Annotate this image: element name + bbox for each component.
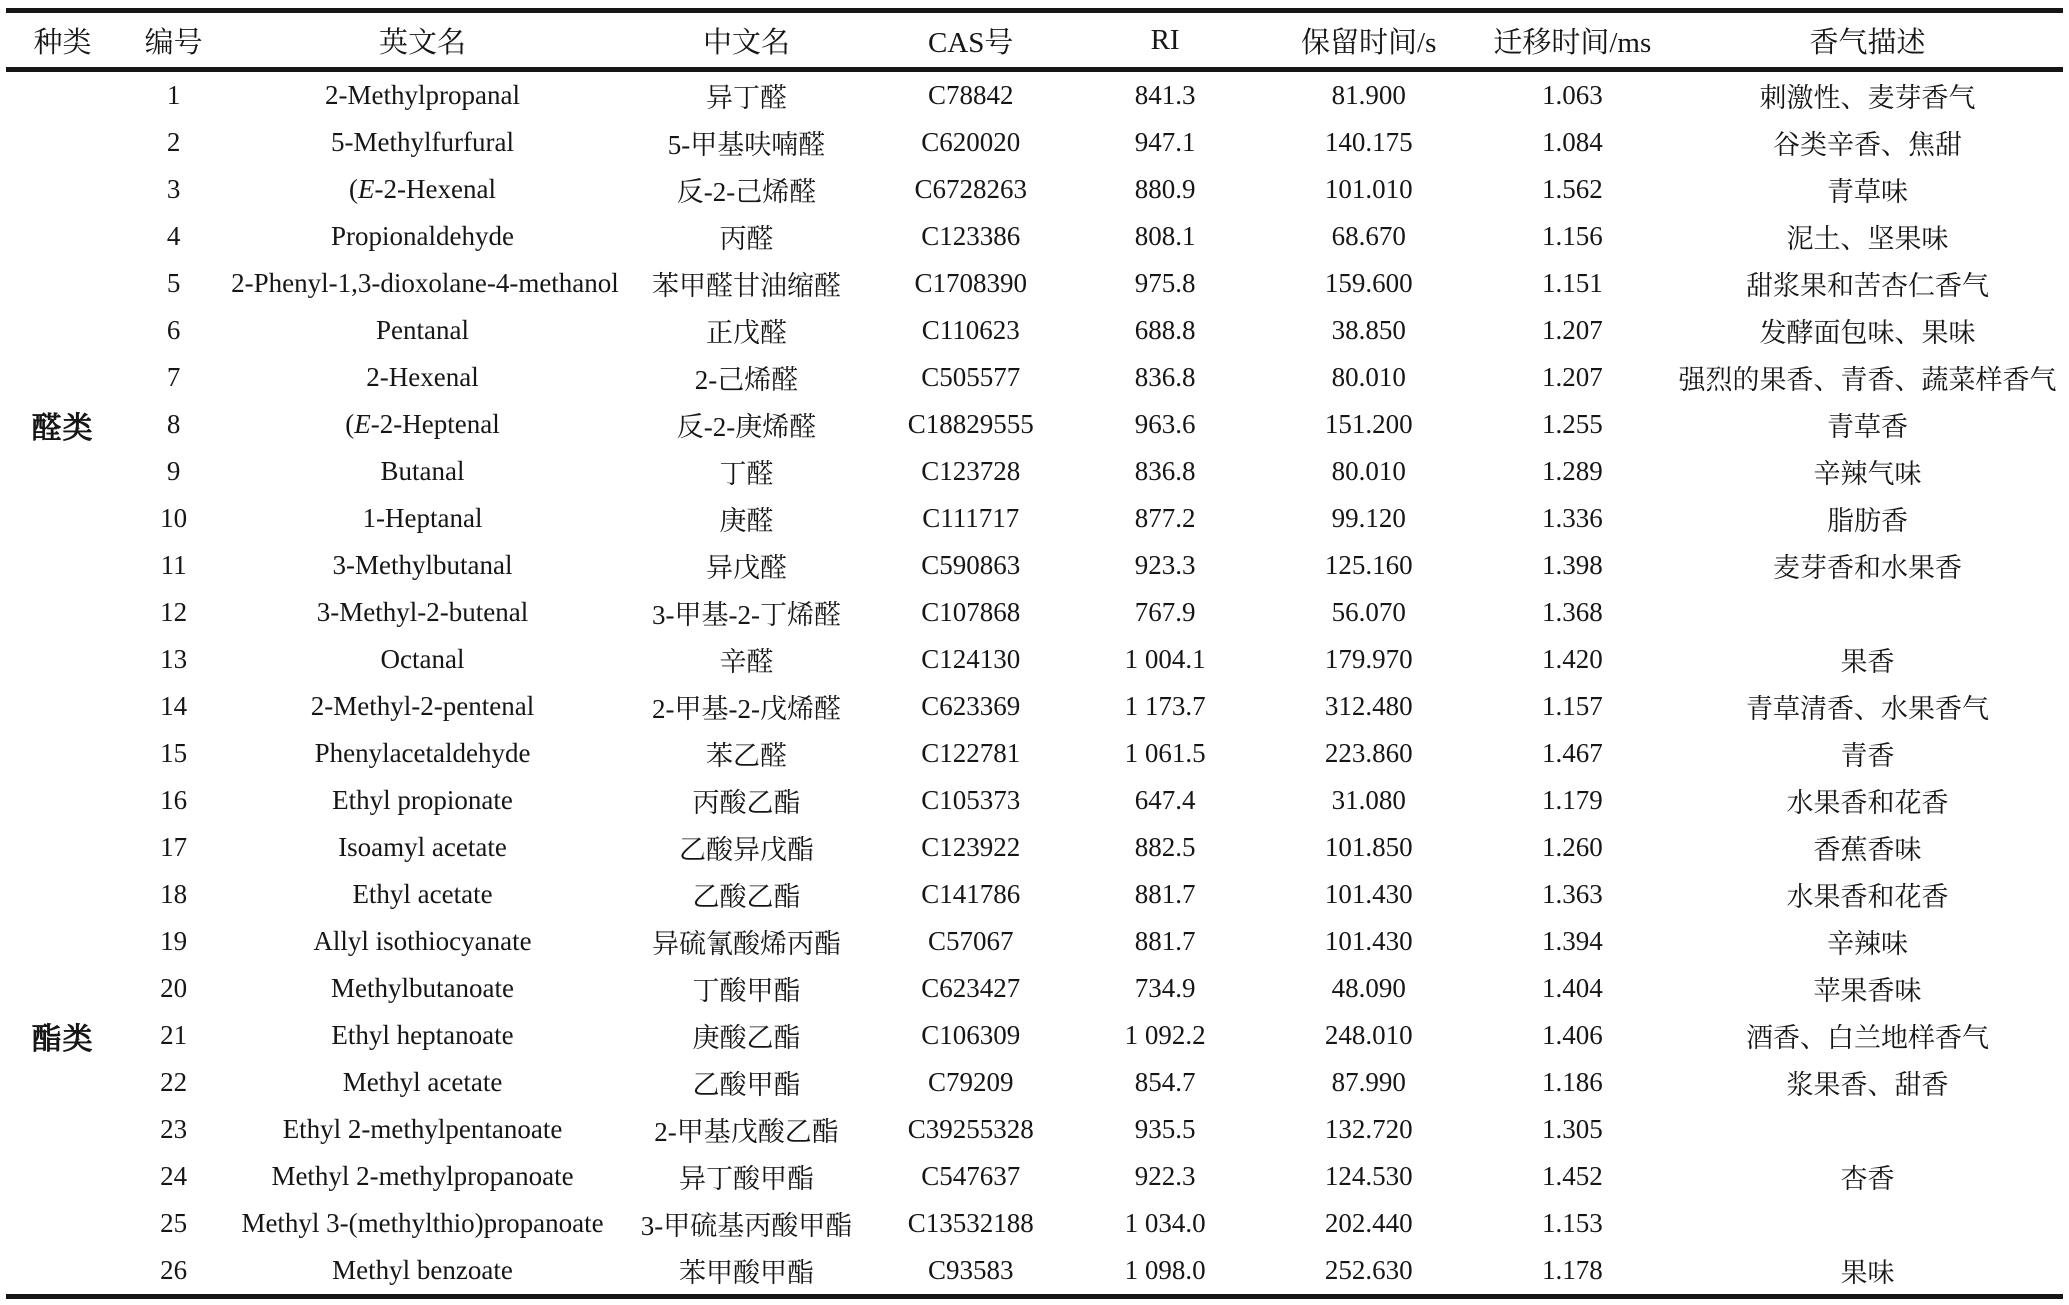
cell-dt: 1.179 <box>1541 785 1603 815</box>
cell-dt: 1.151 <box>1541 268 1603 298</box>
cell-cas: C141786 <box>921 879 1021 909</box>
cell-rt: 140.175 <box>1324 127 1413 157</box>
cell-cas: C57067 <box>927 926 1014 956</box>
cell-no: 20 <box>160 973 188 1003</box>
cell-cn: 苯乙醛 <box>705 741 787 771</box>
cell-dt: 1.260 <box>1541 832 1603 862</box>
table-row <box>6 730 2063 777</box>
cell-cn: 乙酸异戊酯 <box>678 835 814 865</box>
cell-aroma: 香蕉香味 <box>1813 835 1922 865</box>
cell-cn: 3-甲硫基丙酸甲酯 <box>640 1211 853 1241</box>
cell-cas: C123922 <box>921 832 1021 862</box>
header-rt: 保留时间/s <box>1265 11 1473 70</box>
cell-en: 1-Heptanal <box>362 503 483 533</box>
cell-aroma: 刺激性、麦芽香气 <box>1759 83 1976 113</box>
category-cell: 酯类 <box>31 1022 94 1056</box>
cell-dt: 1.406 <box>1541 1020 1603 1050</box>
cell-rt: 68.670 <box>1331 221 1406 251</box>
cell-cas: C105373 <box>921 785 1021 815</box>
cell-rt: 159.600 <box>1324 268 1413 298</box>
cell-dt: 1.305 <box>1541 1114 1603 1144</box>
cell-cas: C18829555 <box>907 409 1034 439</box>
cell-ri: 947.1 <box>1134 127 1196 157</box>
cell-ri: 836.8 <box>1134 456 1196 486</box>
cell-dt: 1.255 <box>1541 409 1603 439</box>
cell-rt: 124.530 <box>1324 1161 1413 1191</box>
cell-no: 10 <box>160 503 188 533</box>
table-row <box>6 354 2063 401</box>
cell-cn: 苯甲酸甲酯 <box>678 1258 814 1288</box>
cell-cn: 乙酸乙酯 <box>692 882 801 912</box>
cell-rt: 101.430 <box>1324 926 1413 956</box>
cell-cas: C547637 <box>921 1161 1021 1191</box>
cell-aroma: 水果香和花香 <box>1786 882 1949 912</box>
cell-aroma: 辛辣气味 <box>1813 459 1922 489</box>
cell-en: 2-Hexenal <box>366 362 479 392</box>
cell-aroma: 青草香 <box>1827 412 1909 442</box>
cell-no: 19 <box>160 926 188 956</box>
cell-cas: C107868 <box>921 597 1021 627</box>
cell-cas: C1708390 <box>914 268 1027 298</box>
cell-en: Phenylacetaldehyde <box>314 738 531 768</box>
cell-en: (E-2-Hexenal <box>349 174 496 204</box>
cell-aroma: 发酵面包味、果味 <box>1759 318 1976 348</box>
cell-cn: 异丁酸甲酯 <box>678 1164 814 1194</box>
cell-en: Ethyl propionate <box>332 785 513 815</box>
cell-en: Isoamyl acetate <box>338 832 507 862</box>
cell-dt: 1.420 <box>1541 644 1603 674</box>
cell-dt: 1.398 <box>1541 550 1603 580</box>
header-en: 英文名 <box>228 11 617 70</box>
cell-no: 8 <box>166 409 181 439</box>
cell-dt: 1.336 <box>1541 503 1603 533</box>
table-row <box>6 119 2063 166</box>
header-cn: 中文名 <box>617 11 876 70</box>
cell-no: 18 <box>160 879 188 909</box>
cell-ri: 935.5 <box>1134 1114 1196 1144</box>
cell-cas: C79209 <box>927 1067 1014 1097</box>
cell-cn: 异丁醛 <box>705 83 787 113</box>
cell-aroma <box>1672 1200 2063 1247</box>
cell-rt: 99.120 <box>1331 503 1406 533</box>
table-row <box>6 542 2063 589</box>
cell-dt: 1.404 <box>1541 973 1603 1003</box>
cell-cn: 丙酸乙酯 <box>692 788 801 818</box>
table-row <box>6 1247 2063 1297</box>
cell-dt: 1.084 <box>1541 127 1603 157</box>
cell-rt: 87.990 <box>1331 1067 1406 1097</box>
cell-no: 16 <box>160 785 188 815</box>
table-row <box>6 448 2063 495</box>
cell-ri: 808.1 <box>1134 221 1196 251</box>
cell-rt: 125.160 <box>1324 550 1413 580</box>
cell-rt: 101.850 <box>1324 832 1413 862</box>
cell-no: 6 <box>166 315 181 345</box>
cell-aroma <box>1672 1106 2063 1153</box>
cell-en: Allyl isothiocyanate <box>313 926 532 956</box>
cell-ri: 1 098.0 <box>1124 1255 1206 1285</box>
cell-en: Ethyl acetate <box>352 879 493 909</box>
cell-en: Methyl acetate <box>342 1067 503 1097</box>
cell-en: 2-Methylpropanal <box>325 80 520 110</box>
cell-no: 14 <box>160 691 188 721</box>
cell-en: Methyl 3-(methylthio)propanoate <box>241 1208 604 1238</box>
cell-no: 13 <box>160 644 188 674</box>
cell-no: 17 <box>160 832 188 862</box>
cell-aroma: 甜浆果和苦杏仁香气 <box>1746 271 1990 301</box>
cell-no: 23 <box>160 1114 188 1144</box>
cell-cas: C123728 <box>921 456 1021 486</box>
cell-cn: 正戊醛 <box>705 318 787 348</box>
compound-table <box>6 8 2063 1299</box>
cell-aroma: 青草味 <box>1827 177 1909 207</box>
cell-rt: 202.440 <box>1324 1208 1413 1238</box>
cell-cas: C623427 <box>921 973 1021 1003</box>
cell-cas: C590863 <box>921 550 1021 580</box>
cell-en: (E-2-Heptenal <box>345 409 500 439</box>
table-row <box>6 871 2063 918</box>
header-category: 种类 <box>6 11 119 70</box>
cell-en: Butanal <box>380 456 465 486</box>
header-row <box>6 11 2063 70</box>
cell-no: 24 <box>160 1161 188 1191</box>
table-row <box>6 777 2063 824</box>
cell-aroma: 杏香 <box>1840 1164 1895 1194</box>
table-row <box>6 1106 2063 1153</box>
cell-dt: 1.562 <box>1541 174 1603 204</box>
cell-aroma: 果味 <box>1840 1258 1895 1288</box>
cell-no: 21 <box>160 1020 188 1050</box>
cell-aroma: 苹果香味 <box>1813 976 1922 1006</box>
cell-cas: C78842 <box>927 80 1014 110</box>
cell-cn: 2-甲基戊酸乙酯 <box>654 1117 839 1147</box>
cell-en: 2-Phenyl-1,3-dioxolane-4-methanol <box>231 268 619 298</box>
cell-no: 11 <box>160 550 187 580</box>
cell-rt: 80.010 <box>1331 362 1406 392</box>
cell-no: 12 <box>160 597 188 627</box>
cell-dt: 1.289 <box>1541 456 1603 486</box>
cell-ri: 841.3 <box>1134 80 1196 110</box>
cell-en: 5-Methylfurfural <box>331 127 514 157</box>
cell-aroma: 青香 <box>1840 741 1895 771</box>
cell-cn: 庚酸乙酯 <box>692 1023 801 1053</box>
cell-dt: 1.063 <box>1541 80 1603 110</box>
table-row <box>6 1200 2063 1247</box>
cell-cn: 庚醛 <box>719 506 774 536</box>
category-cell: 醛类 <box>31 411 94 445</box>
cell-cas: C93583 <box>927 1255 1014 1285</box>
cell-dt: 1.363 <box>1541 879 1603 909</box>
table-row <box>6 166 2063 213</box>
cell-rt: 80.010 <box>1331 456 1406 486</box>
cell-dt: 1.207 <box>1541 362 1603 392</box>
table-row <box>6 683 2063 730</box>
cell-no: 1 <box>166 80 181 110</box>
cell-rt: 132.720 <box>1324 1114 1413 1144</box>
cell-ri: 734.9 <box>1134 973 1196 1003</box>
cell-cas: C6728263 <box>914 174 1027 204</box>
header-no: 编号 <box>119 11 228 70</box>
cell-aroma: 泥土、坚果味 <box>1786 224 1949 254</box>
cell-rt: 312.480 <box>1324 691 1413 721</box>
cell-rt: 38.850 <box>1331 315 1406 345</box>
cell-cas: C13532188 <box>907 1208 1034 1238</box>
cell-cn: 丁醛 <box>719 459 774 489</box>
cell-cas: C623369 <box>921 691 1021 721</box>
cell-cn: 异戊醛 <box>705 553 787 583</box>
cell-rt: 179.970 <box>1324 644 1413 674</box>
cell-dt: 1.178 <box>1541 1255 1603 1285</box>
cell-cas: C110623 <box>921 315 1020 345</box>
cell-cn: 丙醛 <box>719 224 774 254</box>
cell-ri: 1 034.0 <box>1124 1208 1206 1238</box>
cell-rt: 48.090 <box>1331 973 1406 1003</box>
cell-no: 26 <box>160 1255 188 1285</box>
table-row <box>6 918 2063 965</box>
table-row <box>6 1012 2063 1059</box>
cell-rt: 31.080 <box>1331 785 1406 815</box>
cell-ri: 1 061.5 <box>1124 738 1206 768</box>
cell-no: 7 <box>166 362 181 392</box>
cell-dt: 1.186 <box>1541 1067 1603 1097</box>
cell-cn: 乙酸甲酯 <box>692 1070 801 1100</box>
table-row <box>6 824 2063 871</box>
cell-en: Methyl 2-methylpropanoate <box>271 1161 574 1191</box>
cell-ri: 923.3 <box>1134 550 1196 580</box>
cell-cas: C122781 <box>921 738 1021 768</box>
cell-cas: C505577 <box>921 362 1021 392</box>
cell-aroma: 浆果香、甜香 <box>1786 1070 1949 1100</box>
cell-cas: C124130 <box>921 644 1021 674</box>
cell-no: 9 <box>166 456 181 486</box>
cell-ri: 881.7 <box>1134 879 1196 909</box>
cell-ri: 882.5 <box>1134 832 1196 862</box>
cell-cn: 辛醛 <box>719 647 774 677</box>
header-dt: 迁移时间/ms <box>1473 11 1673 70</box>
cell-aroma: 谷类辛香、焦甜 <box>1773 130 1963 160</box>
cell-en: Propionaldehyde <box>331 221 514 251</box>
cell-no: 25 <box>160 1208 188 1238</box>
cell-cas: C39255328 <box>907 1114 1034 1144</box>
cell-rt: 101.010 <box>1324 174 1413 204</box>
table-row <box>6 965 2063 1012</box>
table-row <box>6 589 2063 636</box>
cell-ri: 1 004.1 <box>1124 644 1206 674</box>
cell-en: 3-Methyl-2-butenal <box>316 597 529 627</box>
table-row <box>6 70 2063 120</box>
cell-ri: 836.8 <box>1134 362 1196 392</box>
cell-ri: 877.2 <box>1134 503 1196 533</box>
cell-dt: 1.452 <box>1541 1161 1603 1191</box>
cell-ri: 688.8 <box>1134 315 1196 345</box>
table-row <box>6 636 2063 683</box>
cell-cas: C111717 <box>922 503 1020 533</box>
cell-cas: C123386 <box>921 221 1021 251</box>
cell-en: Octanal <box>380 644 465 674</box>
cell-ri: 647.4 <box>1134 785 1196 815</box>
table-row <box>6 260 2063 307</box>
cell-cn: 反-2-庚烯醛 <box>676 412 817 442</box>
cell-cn: 5-甲基呋喃醛 <box>667 130 826 160</box>
cell-dt: 1.156 <box>1541 221 1603 251</box>
cell-dt: 1.153 <box>1541 1208 1603 1238</box>
cell-cn: 丁酸甲酯 <box>692 976 801 1006</box>
cell-rt: 248.010 <box>1324 1020 1413 1050</box>
cell-en: 3-Methylbutanal <box>332 550 513 580</box>
cell-aroma: 青草清香、水果香气 <box>1746 694 1990 724</box>
table-row <box>6 1059 2063 1106</box>
table-row <box>6 213 2063 260</box>
table-row <box>6 1153 2063 1200</box>
cell-cn: 苯甲醛甘油缩醛 <box>651 271 841 301</box>
header-aroma: 香气描述 <box>1672 11 2063 70</box>
cell-en: Pentanal <box>376 315 470 345</box>
table-body <box>6 70 2063 1297</box>
cell-dt: 1.157 <box>1541 691 1603 721</box>
cell-rt: 151.200 <box>1324 409 1413 439</box>
cell-no: 4 <box>166 221 181 251</box>
cell-cn: 反-2-己烯醛 <box>676 177 817 207</box>
cell-en: Ethyl heptanoate <box>331 1020 514 1050</box>
cell-aroma: 脂肪香 <box>1827 506 1909 536</box>
cell-no: 5 <box>166 268 181 298</box>
cell-aroma: 水果香和花香 <box>1786 788 1949 818</box>
cell-cn: 异硫氰酸烯丙酯 <box>651 929 841 959</box>
cell-cas: C620020 <box>921 127 1021 157</box>
cell-cn: 2-己烯醛 <box>694 365 799 395</box>
cell-aroma: 果香 <box>1840 647 1895 677</box>
cell-aroma: 麦芽香和水果香 <box>1773 553 1963 583</box>
cell-rt: 56.070 <box>1331 597 1406 627</box>
cell-cas: C106309 <box>921 1020 1021 1050</box>
cell-cn: 3-甲基-2-丁烯醛 <box>652 600 841 630</box>
cell-no: 15 <box>160 738 188 768</box>
cell-cn: 2-甲基-2-戊烯醛 <box>652 694 841 724</box>
cell-en: Methylbutanoate <box>331 973 514 1003</box>
cell-ri: 880.9 <box>1134 174 1196 204</box>
cell-aroma: 辛辣味 <box>1827 929 1909 959</box>
cell-aroma <box>1672 589 2063 636</box>
table-row <box>6 401 2063 448</box>
header-cas: CAS号 <box>876 11 1065 70</box>
cell-en: Ethyl 2-methylpentanoate <box>282 1114 563 1144</box>
cell-dt: 1.207 <box>1541 315 1603 345</box>
header-ri: RI <box>1065 11 1265 70</box>
cell-en: Methyl benzoate <box>332 1255 513 1285</box>
cell-ri: 767.9 <box>1134 597 1196 627</box>
cell-ri: 1 173.7 <box>1124 691 1206 721</box>
cell-dt: 1.368 <box>1541 597 1603 627</box>
cell-no: 3 <box>166 174 181 204</box>
table-row <box>6 307 2063 354</box>
cell-rt: 223.860 <box>1324 738 1413 768</box>
cell-no: 22 <box>160 1067 188 1097</box>
cell-dt: 1.467 <box>1541 738 1603 768</box>
cell-ri: 922.3 <box>1134 1161 1196 1191</box>
cell-rt: 81.900 <box>1331 80 1406 110</box>
table-row <box>6 495 2063 542</box>
cell-ri: 854.7 <box>1134 1067 1196 1097</box>
cell-ri: 963.6 <box>1134 409 1196 439</box>
cell-ri: 881.7 <box>1134 926 1196 956</box>
cell-ri: 975.8 <box>1134 268 1196 298</box>
cell-rt: 101.430 <box>1324 879 1413 909</box>
cell-dt: 1.394 <box>1541 926 1603 956</box>
cell-ri: 1 092.2 <box>1124 1020 1206 1050</box>
cell-en: 2-Methyl-2-pentenal <box>310 691 535 721</box>
cell-no: 2 <box>166 127 181 157</box>
cell-aroma: 酒香、白兰地样香气 <box>1746 1023 1990 1053</box>
cell-aroma: 强烈的果香、青香、蔬菜样香气 <box>1678 365 2057 395</box>
cell-rt: 252.630 <box>1324 1255 1413 1285</box>
